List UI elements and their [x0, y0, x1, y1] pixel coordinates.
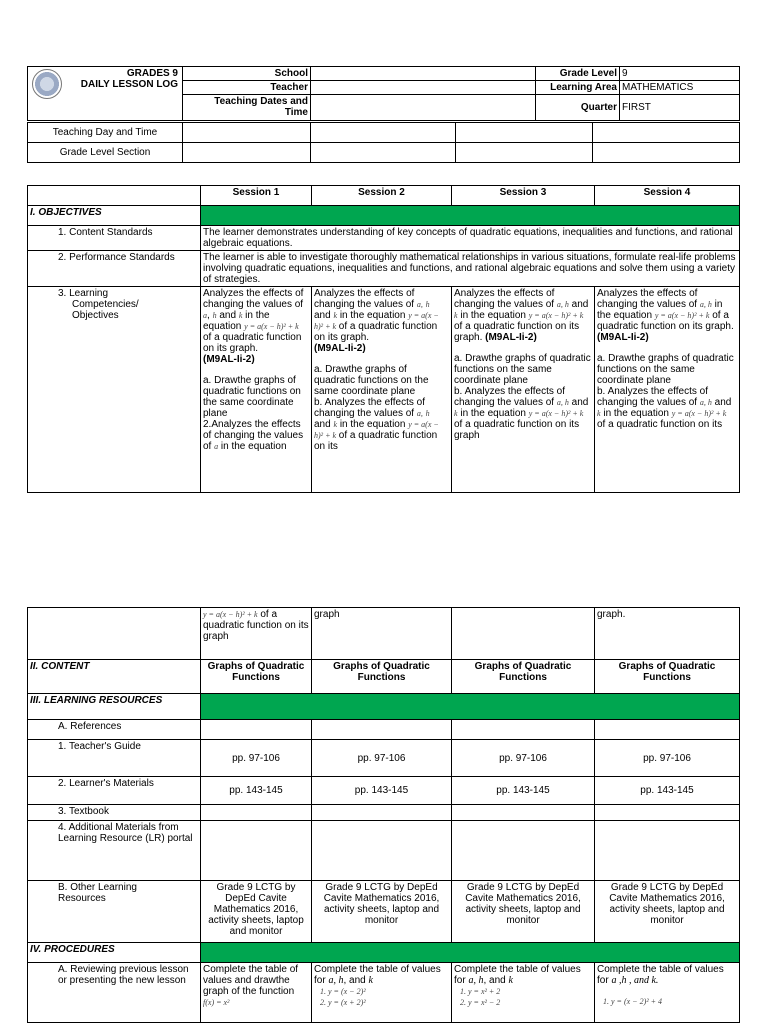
add-s3 — [452, 821, 595, 881]
tg-s2: pp. 97-106 — [312, 740, 452, 777]
section-s3 — [456, 143, 593, 163]
performance-standards-label: 2. Performance Standards — [28, 251, 201, 287]
tg-s4: pp. 97-106 — [595, 740, 740, 777]
lc-s2-text: Analyzes the effects of changing the values of — [314, 288, 415, 310]
objectives-heading: I. OBJECTIVES — [28, 206, 201, 226]
lc-s1-b2: in the equation — [220, 441, 287, 452]
header-grid — [27, 66, 740, 121]
section-s1 — [183, 143, 311, 163]
lm-s2: pp. 143-145 — [312, 777, 452, 805]
lc-s3-and: and — [571, 299, 589, 310]
objectives-table — [27, 185, 740, 493]
lc-s3-code: (M9AL-Ii-2) — [485, 332, 537, 343]
lc-s2-eq: in the equation — [339, 310, 406, 321]
proc-s2-item-2: 2. y = (x + 2)² — [328, 997, 449, 1008]
grade-level-value: 9 — [620, 67, 740, 81]
lc-s4-b3: in the equation — [603, 408, 669, 419]
objectives-green-bar — [201, 206, 740, 226]
tg-s1: pp. 97-106 — [201, 740, 312, 777]
tb-s3 — [452, 805, 595, 821]
day-time-s2 — [311, 123, 456, 143]
lc-session-1: Analyzes the effects of changing the values of a, h and k in the equation y = a(x − h)² + k of a quadratic function on its graph. (M9AL-Ii-2) a. Drawthe graphs of quadratic functions on the same coordinate plane 2.Analyzes the effects of changing the values of a in the equation — [201, 287, 312, 493]
math-k: k — [508, 975, 513, 986]
math-h: h — [212, 311, 217, 320]
ref-s2 — [312, 720, 452, 740]
lc-s4-code: (M9AL-Ii-2) — [597, 332, 649, 343]
lc-s4-eq: in the equation — [597, 299, 723, 321]
math-vertex-form: y = a(x − h)² + k — [654, 311, 710, 320]
cont-s2: graph — [312, 608, 452, 660]
math-k: k — [454, 409, 458, 418]
session-4-header: Session 4 — [595, 186, 740, 206]
math-ah: a, h — [468, 975, 484, 986]
lc-s4-b2: and — [714, 397, 732, 408]
lc-session-4 — [595, 287, 740, 493]
deped-header-cell — [28, 67, 183, 121]
lc-s1-text: Analyzes the effects of changing the values of — [203, 288, 304, 310]
ref-s4 — [595, 720, 740, 740]
other-s1: Grade 9 LCTG by DepEd Cavite Mathematics 2016, activity sheets, laptop and monitor — [201, 881, 312, 943]
lc-s2-code: (M9AL-Ii-2) — [314, 343, 366, 354]
content-s4: Graphs of Quadratic Functions — [595, 660, 740, 694]
ref-s1 — [201, 720, 312, 740]
day-time-label: Teaching Day and Time — [28, 123, 183, 143]
math-k: k — [238, 311, 243, 320]
resources-green-bar — [201, 694, 740, 720]
quarter-label: Quarter — [536, 95, 620, 121]
teacher-label: Teacher — [183, 81, 311, 95]
additional-materials-label: 4. Additional Materials from Learning Resource (LR) portal — [28, 821, 201, 881]
proc-s4-item-1: 1. y = (x − 2)² + 4 — [611, 996, 737, 1007]
math-k: k — [597, 409, 601, 418]
proc-s3-item-1: 1. y = x² + 2 — [468, 986, 592, 997]
other-s4: Grade 9 LCTG by DepEd Cavite Mathematics 2016, activity sheets, laptop and monitor — [595, 881, 740, 943]
math-vertex-form: y = a(x − h)² + k — [314, 420, 439, 440]
lc-s1-b: 2.Analyzes the effects of changing the values of — [203, 419, 304, 452]
math-ah: a, h — [556, 300, 569, 309]
lm-s1: pp. 143-145 — [201, 777, 312, 805]
math-vertex-form: y = a(x − h)² + k — [203, 610, 258, 619]
lc-s3-text: Analyzes the effects of changing the values of — [454, 288, 555, 310]
dates-label-line1: Teaching Dates and — [214, 96, 308, 107]
lc-session-3 — [452, 287, 595, 493]
math-a: a — [203, 311, 207, 320]
lm-s3: pp. 143-145 — [452, 777, 595, 805]
content-heading: II. CONTENT — [28, 660, 201, 694]
learning-competencies-label — [28, 287, 201, 493]
section-label: Grade Level Section — [28, 143, 183, 163]
lc-label-2: Competencies/ — [72, 299, 139, 310]
teachers-guide-label: 1. Teacher's Guide — [28, 740, 201, 777]
tg-s3: pp. 97-106 — [452, 740, 595, 777]
content-standards-text: The learner demonstrates understanding of key concepts of quadratic equations, inequalities and functions, and rational algebraic equations. — [201, 226, 740, 251]
add-s4 — [595, 821, 740, 881]
learning-area-label: Learning Area — [536, 81, 620, 95]
performance-standards-text: The learner is able to investigate thoroughly mathematical relationships in various situations, formulate real-life problems involving quadratic equations, inequalities and functions, and rational algebraic equations and solve them using a variety of strategies. — [201, 251, 740, 287]
math-ah: a, h — [328, 975, 344, 986]
lc-label-3: Objectives — [72, 310, 119, 321]
proc-s2-item-1: 1. y = (x − 2)² — [328, 986, 449, 997]
lc-s3-b4: of a quadratic function on its graph — [454, 419, 580, 441]
proc-a-s4-text: Complete the table of values for — [597, 964, 724, 986]
math-k: k — [333, 311, 338, 320]
lc-s3-eq: in the equation — [460, 310, 526, 321]
dates-value — [311, 95, 536, 121]
lc-session-2 — [312, 287, 452, 493]
section-s2 — [311, 143, 456, 163]
procedures-green-bar — [201, 943, 740, 963]
proc-a-s3-text: Complete the table of values for — [454, 964, 581, 986]
section-s4 — [593, 143, 740, 163]
proc-a-s2 — [312, 963, 452, 1023]
proc-a-s3-and: , and — [483, 975, 506, 986]
cont-s1-tail: of a quadratic function on its graph — [203, 609, 309, 642]
grades-title: GRADES 9 — [126, 68, 178, 79]
proc-a-s4-vars: a ,h , and k. — [611, 975, 659, 986]
math-vertex-form: y = a(x − h)² + k — [314, 311, 439, 331]
math-f-x: f(x) = x² — [203, 998, 230, 1007]
dll-title: DAILY LESSON LOG — [80, 79, 178, 90]
content-s1: Graphs of Quadratic Functions — [201, 660, 312, 694]
math-ah: a, h — [556, 398, 569, 407]
math-ah: a, h — [699, 398, 712, 407]
procedures-heading: IV. PROCEDURES — [28, 943, 201, 963]
content-s3: Graphs of Quadratic Functions — [452, 660, 595, 694]
lc-label-1: 3. Learning — [58, 288, 109, 299]
math-vertex-form: y = a(x − h)² + k — [528, 311, 584, 320]
day-time-s3 — [456, 123, 593, 143]
lc-s3-b: b. Analyzes the effects of changing the values of — [454, 386, 565, 408]
teacher-value — [311, 81, 536, 95]
content-standards-label: 1. Content Standards — [28, 226, 201, 251]
tb-s2 — [312, 805, 452, 821]
lc-s4-b4: of a quadratic function on its — [597, 419, 723, 430]
cont-s4: graph. — [595, 608, 740, 660]
cont-s1 — [201, 608, 312, 660]
lc-s1-tail: of a quadratic function on its graph. — [203, 332, 302, 354]
math-vertex-form: y = a(x − h)² + k — [671, 409, 727, 418]
math-vertex-form: y = a(x − h)² + k — [244, 322, 299, 331]
other-resources-label: B. Other Learning Resources — [28, 881, 201, 943]
proc-a-s2-text: Complete the table of values for — [314, 964, 441, 986]
lc-s2-a: a. Drawthe graphs of quadratic functions on the same coordinate plane — [314, 364, 429, 397]
add-s2 — [312, 821, 452, 881]
lc-s2-b: b. Analyzes the effects of changing the values of — [314, 397, 425, 419]
lc-s1-and: and — [219, 310, 237, 321]
lc-s4-text: Analyzes the effects of changing the values of — [597, 288, 698, 310]
lc-s2-b4: of a quadratic function on its — [314, 430, 438, 452]
math-a: a — [214, 442, 219, 451]
lc-s1-eq: in the equation — [203, 310, 270, 332]
proc-a-s1 — [201, 963, 312, 1023]
content-s2: Graphs of Quadratic Functions — [312, 660, 452, 694]
lm-s4: pp. 143-145 — [595, 777, 740, 805]
other-s3: Grade 9 LCTG by DepEd Cavite Mathematics 2016, activity sheets, laptop and monitor — [452, 881, 595, 943]
cont-s3 — [452, 608, 595, 660]
proc-s3-item-2: 2. y = x² − 2 — [468, 997, 592, 1008]
references-label: A. References — [28, 720, 201, 740]
deped-seal-icon — [32, 69, 62, 99]
lc-s2-b2: and — [314, 419, 331, 430]
sessions-blank — [28, 186, 201, 206]
math-ah: a, h — [699, 300, 712, 309]
learning-area-value: MATHEMATICS — [620, 81, 740, 95]
lc-s3-tail: of a quadratic function on its graph. — [454, 321, 580, 343]
tb-s4 — [595, 805, 740, 821]
resources-heading: III. LEARNING RESOURCES — [28, 694, 201, 720]
grade-level-label: Grade Level — [536, 67, 620, 81]
lc-s3-a: a. Drawthe graphs of quadratic functions on the same coordinate plane — [454, 353, 591, 386]
proc-a-s2-and: , and — [343, 975, 366, 986]
math-k: k — [333, 420, 338, 429]
ref-s3 — [452, 720, 595, 740]
lc-s4-a: a. Drawthe graphs of quadratic functions on the same coordinate plane — [597, 353, 734, 386]
lc-s3-b3: in the equation — [460, 408, 526, 419]
lc-s2-b3: in the equation — [339, 419, 406, 430]
school-value — [311, 67, 536, 81]
math-vertex-form: y = a(x − h)² + k — [528, 409, 584, 418]
math-a: a, — [416, 409, 423, 418]
day-time-s1 — [183, 123, 311, 143]
session-2-header: Session 2 — [312, 186, 452, 206]
add-s1 — [201, 821, 312, 881]
dates-label — [183, 95, 311, 121]
lc-s1-a: a. Drawthe graphs of quadratic functions on the same coordinate plane — [203, 375, 301, 419]
lc-s2-and: and — [314, 310, 331, 321]
math-k: k — [454, 311, 458, 320]
procedure-a-label: A. Reviewing previous lesson or presenting the new lesson — [28, 963, 201, 1023]
math-k: k — [368, 975, 373, 986]
dates-label-line2: Time — [284, 107, 308, 118]
math-a: a, — [416, 300, 423, 309]
math-h: h — [425, 409, 430, 418]
day-time-table — [27, 122, 740, 163]
session-1-header: Session 1 — [201, 186, 312, 206]
learners-materials-label: 2. Learner's Materials — [28, 777, 201, 805]
cont-blank — [28, 608, 201, 660]
lc-s4-tail: of a quadratic function on its graph. — [597, 310, 734, 332]
lc-s3-b2: and — [571, 397, 589, 408]
proc-a-s4 — [595, 963, 740, 1023]
proc-a-s3 — [452, 963, 595, 1023]
lc-s1-code: (M9AL-Ii-2) — [203, 354, 255, 365]
textbook-label: 3. Textbook — [28, 805, 201, 821]
tb-s1 — [201, 805, 312, 821]
math-h: h — [425, 300, 430, 309]
session-3-header: Session 3 — [452, 186, 595, 206]
other-s2: Grade 9 LCTG by DepEd Cavite Mathematics 2016, activity sheets, laptop and monitor — [312, 881, 452, 943]
quarter-value: FIRST — [620, 95, 740, 121]
lc-s4-b: b. Analyzes the effects of changing the values of — [597, 386, 708, 408]
lc-s2-tail: of a quadratic function on its graph. — [314, 321, 438, 343]
school-label: School — [183, 67, 311, 81]
lesson-table-page2 — [27, 607, 740, 1023]
proc-a-s1-text: Complete the table of values and drawthe graph of the function — [203, 964, 299, 997]
day-time-s4 — [593, 123, 740, 143]
